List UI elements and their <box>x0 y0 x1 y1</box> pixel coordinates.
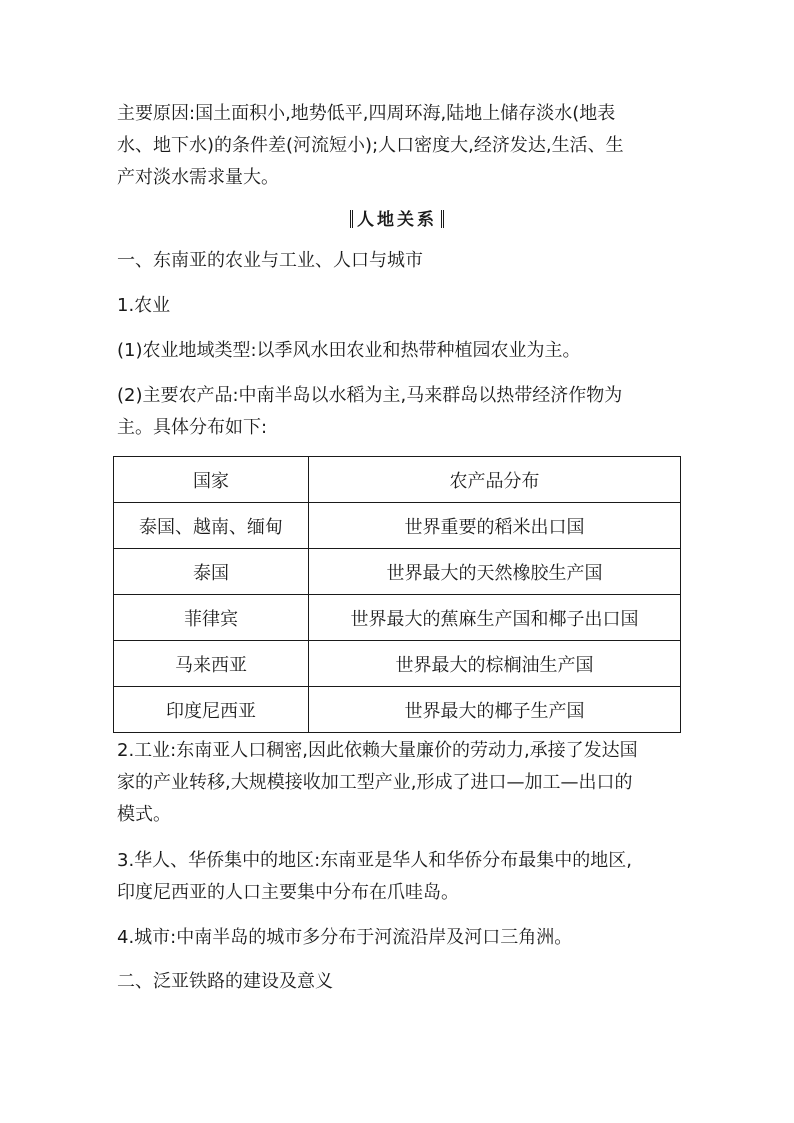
section-heading-text: 人地关系 <box>357 210 437 230</box>
table-header-row <box>114 457 681 503</box>
table-cell-products: 世界最大的椰子生产国 <box>309 687 681 733</box>
table-cell-products: 世界最大的天然橡胶生产国 <box>309 549 681 595</box>
table-row <box>114 641 681 687</box>
section-heading <box>0 206 794 234</box>
table-cell-country: 菲律宾 <box>114 595 309 641</box>
table-header-country: 国家 <box>114 457 309 503</box>
table-cell-country: 马来西亚 <box>114 641 309 687</box>
crop-distribution-table <box>113 456 681 733</box>
table-row <box>114 549 681 595</box>
table-cell-country: 印度尼西亚 <box>114 687 309 733</box>
text-line: 主。具体分布如下: <box>117 417 268 438</box>
table-row <box>114 687 681 733</box>
heading-right-bar <box>441 210 444 228</box>
text-line: 水、地下水)的条件差(河流短小);人口密度大,经济发达,生活、生 <box>117 135 624 156</box>
text-line: 主要原因:国土面积小,地势低平,四周环海,陆地上储存淡水(地表 <box>117 103 616 124</box>
part1-title: 一、东南亚的农业与工业、人口与城市 <box>117 250 423 271</box>
agriculture-title: 1.农业 <box>117 295 171 316</box>
text-line: 印度尼西亚的人口主要集中分布在爪哇岛。 <box>117 882 459 903</box>
text-line: (2)主要农产品:中南半岛以水稻为主,马来群岛以热带经济作物为 <box>117 385 623 406</box>
table-cell-products: 世界最大的蕉麻生产国和椰子出口国 <box>309 595 681 641</box>
text-line: 2.工业:东南亚人口稠密,因此依赖大量廉价的劳动力,承接了发达国 <box>117 740 638 761</box>
part2-title: 二、泛亚铁路的建设及意义 <box>117 971 333 992</box>
table-cell-products: 世界最大的棕榈油生产国 <box>309 641 681 687</box>
overseas-chinese-paragraph <box>117 845 687 909</box>
text-line: 产对淡水需求量大。 <box>117 167 279 188</box>
intro-paragraph <box>117 98 687 194</box>
agriculture-item-2 <box>117 380 687 444</box>
table-header-products: 农产品分布 <box>309 457 681 503</box>
text-line: 3.华人、华侨集中的地区:东南亚是华人和华侨分布最集中的地区, <box>117 850 632 871</box>
table-cell-country: 泰国 <box>114 549 309 595</box>
heading-left-bar <box>350 210 353 228</box>
table-row <box>114 503 681 549</box>
text-line: 家的产业转移,大规模接收加工型产业,形成了进口—加工—出口的 <box>117 772 633 793</box>
table-cell-country: 泰国、越南、缅甸 <box>114 503 309 549</box>
text-line: 模式。 <box>117 804 171 825</box>
industry-paragraph <box>117 735 687 831</box>
table-row <box>114 595 681 641</box>
cities-paragraph: 4.城市:中南半岛的城市多分布于河流沿岸及河口三角洲。 <box>117 927 573 948</box>
table-cell-products: 世界重要的稻米出口国 <box>309 503 681 549</box>
agriculture-item-1: (1)农业地域类型:以季风水田农业和热带种植园农业为主。 <box>117 340 581 361</box>
